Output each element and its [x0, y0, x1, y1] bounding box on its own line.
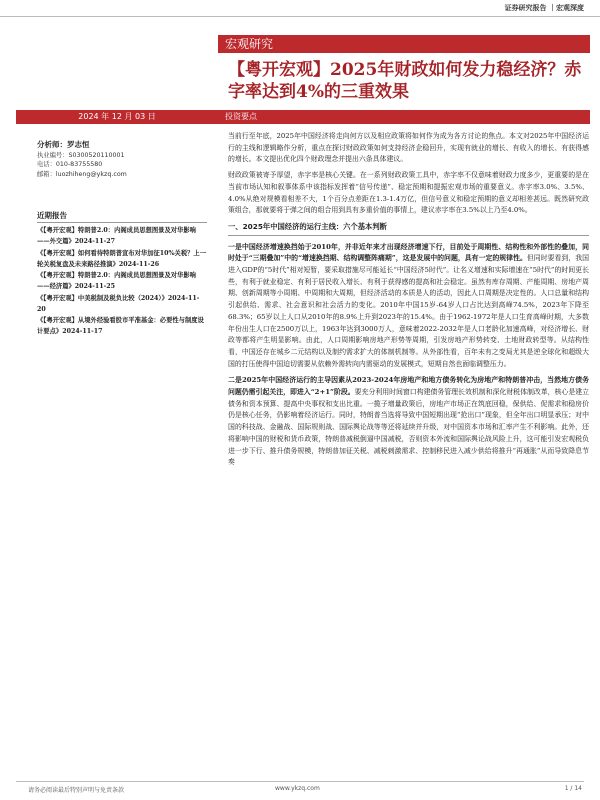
analyst-license: 执业编号：S0300520110001: [37, 151, 125, 159]
recent-reports-list: [37, 225, 207, 338]
recent-report-item[interactable]: 《【粤开宏观】特朗普2.0：内阁成员思想图景及对华影响——外交篇》2024-11-27: [37, 227, 196, 245]
analyst-email[interactable]: 邮箱：luozhiheng@ykzq.com: [37, 170, 127, 178]
footer-disclaimer: 请务必阅读最后特别声明与免责条款: [28, 787, 125, 794]
judgment-two-body: 要充分利用时间窗口构建债务管理长效机制和深化财税体制改革，核心是建立债务和资本预算、提高中央事权和支出比重。一揽子增量政策后，房地产市场正在筑底回稳，保供给、促需求和稳房价仍是核心任务，仍影响着经济运行。同时，特朗普当选将导致中国短期出现“抢出口”现象，但全年出口明显承压；对中国的科技战、金融战、国际规则战、国际舆论战等等还将延续并升级，对中国资本市场和汇率产生不利影响。此外，还将影响中国的财税和货币政策，特朗普减税倒逼中国减税，否则资本外流和国际舆论战风险上升，这可能引发宏观税负进一步下行、推升债务规模，特朗普加征关税、减税刺激需求、控制移民进入减少供给将推升“再通胀”从而导致降息节奏: [228, 388, 589, 467]
report-date: 2024 年 12 月 03 日: [16, 110, 218, 124]
recent-reports-divider: [37, 222, 207, 223]
analyst-name: 分析师：罗志恒: [37, 140, 90, 149]
footer-divider: [16, 781, 584, 782]
report-type-label: 证券研究报告 ｜宏观深度: [504, 4, 584, 12]
judgment-one-lead: 一是中国经济增速换挡始于2010年，并非近年来才出现经济增速下行，目前处于周期性、结构性和外部性的叠加，同时处于“三期叠加”中的“增速换挡期、结构调整阵痛期”，这是发展中的问题，具有一定的规律性。: [228, 242, 589, 263]
category-banner: 宏观研究: [218, 35, 590, 53]
judgment-one-body: 但同时要看到，我国进入GDP的“5时代”相对短暂，要采取措施尽可能延长“中国经济5时代”。让名义增速和实际增速在“5时代”的时间更长些，有利于就业稳定、有利于居民收入增长、有利于获得感的提高和社会稳定。虽然有库存周期、产能周期、房地产周期、创新周期等小周期、中周期和大周期，但经济活动的本质是人的活动，因此人口周期是决定性的。人口总量和结构引起供给、需求、社会意识和社会活力的变化。2010年中国15岁-64岁人口占比达到高峰74.5%，2023年下降至68.3%；65岁以上人口从2010年的8.9%上升到2023年的15.4%。由于1962-1972年是人口生育高峰时期，大多数年份出生人口在2500万以上，1963年达到3000万人，意味着2022-2032年是人口老龄化加速高峰，对经济增长、财政等都将产生明显影响。由此，人口周期影响房地产形势等周期，引发房地产形势转变、土地财政转型等。从结构性看，中国还存在城乡二元结构以及制约需求扩大的体制机制等。从外部性看，百年未有之变局尤其是逆全球化和超级大国的打压使得中国迫切需要从依赖外需转向内需驱动的发展模式，短期自然也面临调整压力。: [228, 254, 589, 368]
analyst-info: [37, 140, 207, 179]
judgment-two-paragraph: [228, 375, 589, 469]
judgment-two-lead: 二是2025年中国经济运行的主导因素从2023-2024年房地产和地方债务转化为房地产和特朗普冲击，当然地方债务问题仍需引起关注，即进入“2+1”阶段。: [228, 376, 589, 397]
judgment-one-paragraph: [228, 242, 589, 371]
recent-report-item[interactable]: 《【粤开宏观】如何看待特朗普宣布对华加征10%关税？上一轮关税复盘及未来路径推演》2024-11-26: [37, 249, 207, 268]
page-number: 1 / 14: [564, 785, 582, 792]
key-points-header: 投资要点: [218, 110, 590, 124]
main-content: [228, 131, 589, 473]
report-title: 【粤开宏观】2025年财政如何发力稳经济？赤字率达到4%的三重效果: [228, 60, 582, 102]
analyst-phone: 电话：010-83755580: [37, 161, 103, 168]
footer-website[interactable]: www.ykzq.com: [275, 785, 320, 792]
deficit-paragraph: 财政政策被寄予厚望，赤字率是核心关键。在一系列财政政策工具中，赤字率不仅意味着财政力度多少，更重要的是在当前市场认知和叙事体系中该指标发挥着“信号传递”、稳定预期和提振宏观市场的重要意义。赤字率3.0%、3.5%、4.0%从绝对规模看相差不大，1个百分点差距在1.3-1.4万亿，但信号意义和稳定预期的意义却相差甚远。既然研究政策组合，那就要将于弹之间的组合用到具有多重价值的事情上，建议赤字率在3.5%以上乃至4.0%。: [228, 171, 589, 215]
recent-reports-title: 近期报告: [37, 211, 67, 220]
recent-report-item[interactable]: 《【粤开宏观】从境外经验看股市平准基金：必要性与制度设计要点》2024-11-17: [37, 317, 204, 335]
recent-report-item[interactable]: 《【粤开宏观】中美税制及税负比较（2024）》2024-11-20: [37, 294, 200, 313]
page-header: [0, 0, 600, 17]
recent-report-item[interactable]: 《【粤开宏观】特朗普2.0：内阁成员思想图景及对华影响——经济篇》2024-11-25: [37, 272, 196, 290]
section-heading: 一、2025年中国经济的运行主线：六个基本判断: [228, 221, 589, 236]
intro-paragraph: 当前行至年底，2025年中国经济将走向何方以及相应政策将如何作为成为各方讨论的焦点。本文对2025年中国经济运行的主线和逻辑略作分析，重点在探讨财政政策如何支持经济企稳回升，实现有就业的增长、有收入的增长、有获得感的增长。本文提出优化四个财政理念并提出六条具体建议。: [228, 132, 589, 164]
